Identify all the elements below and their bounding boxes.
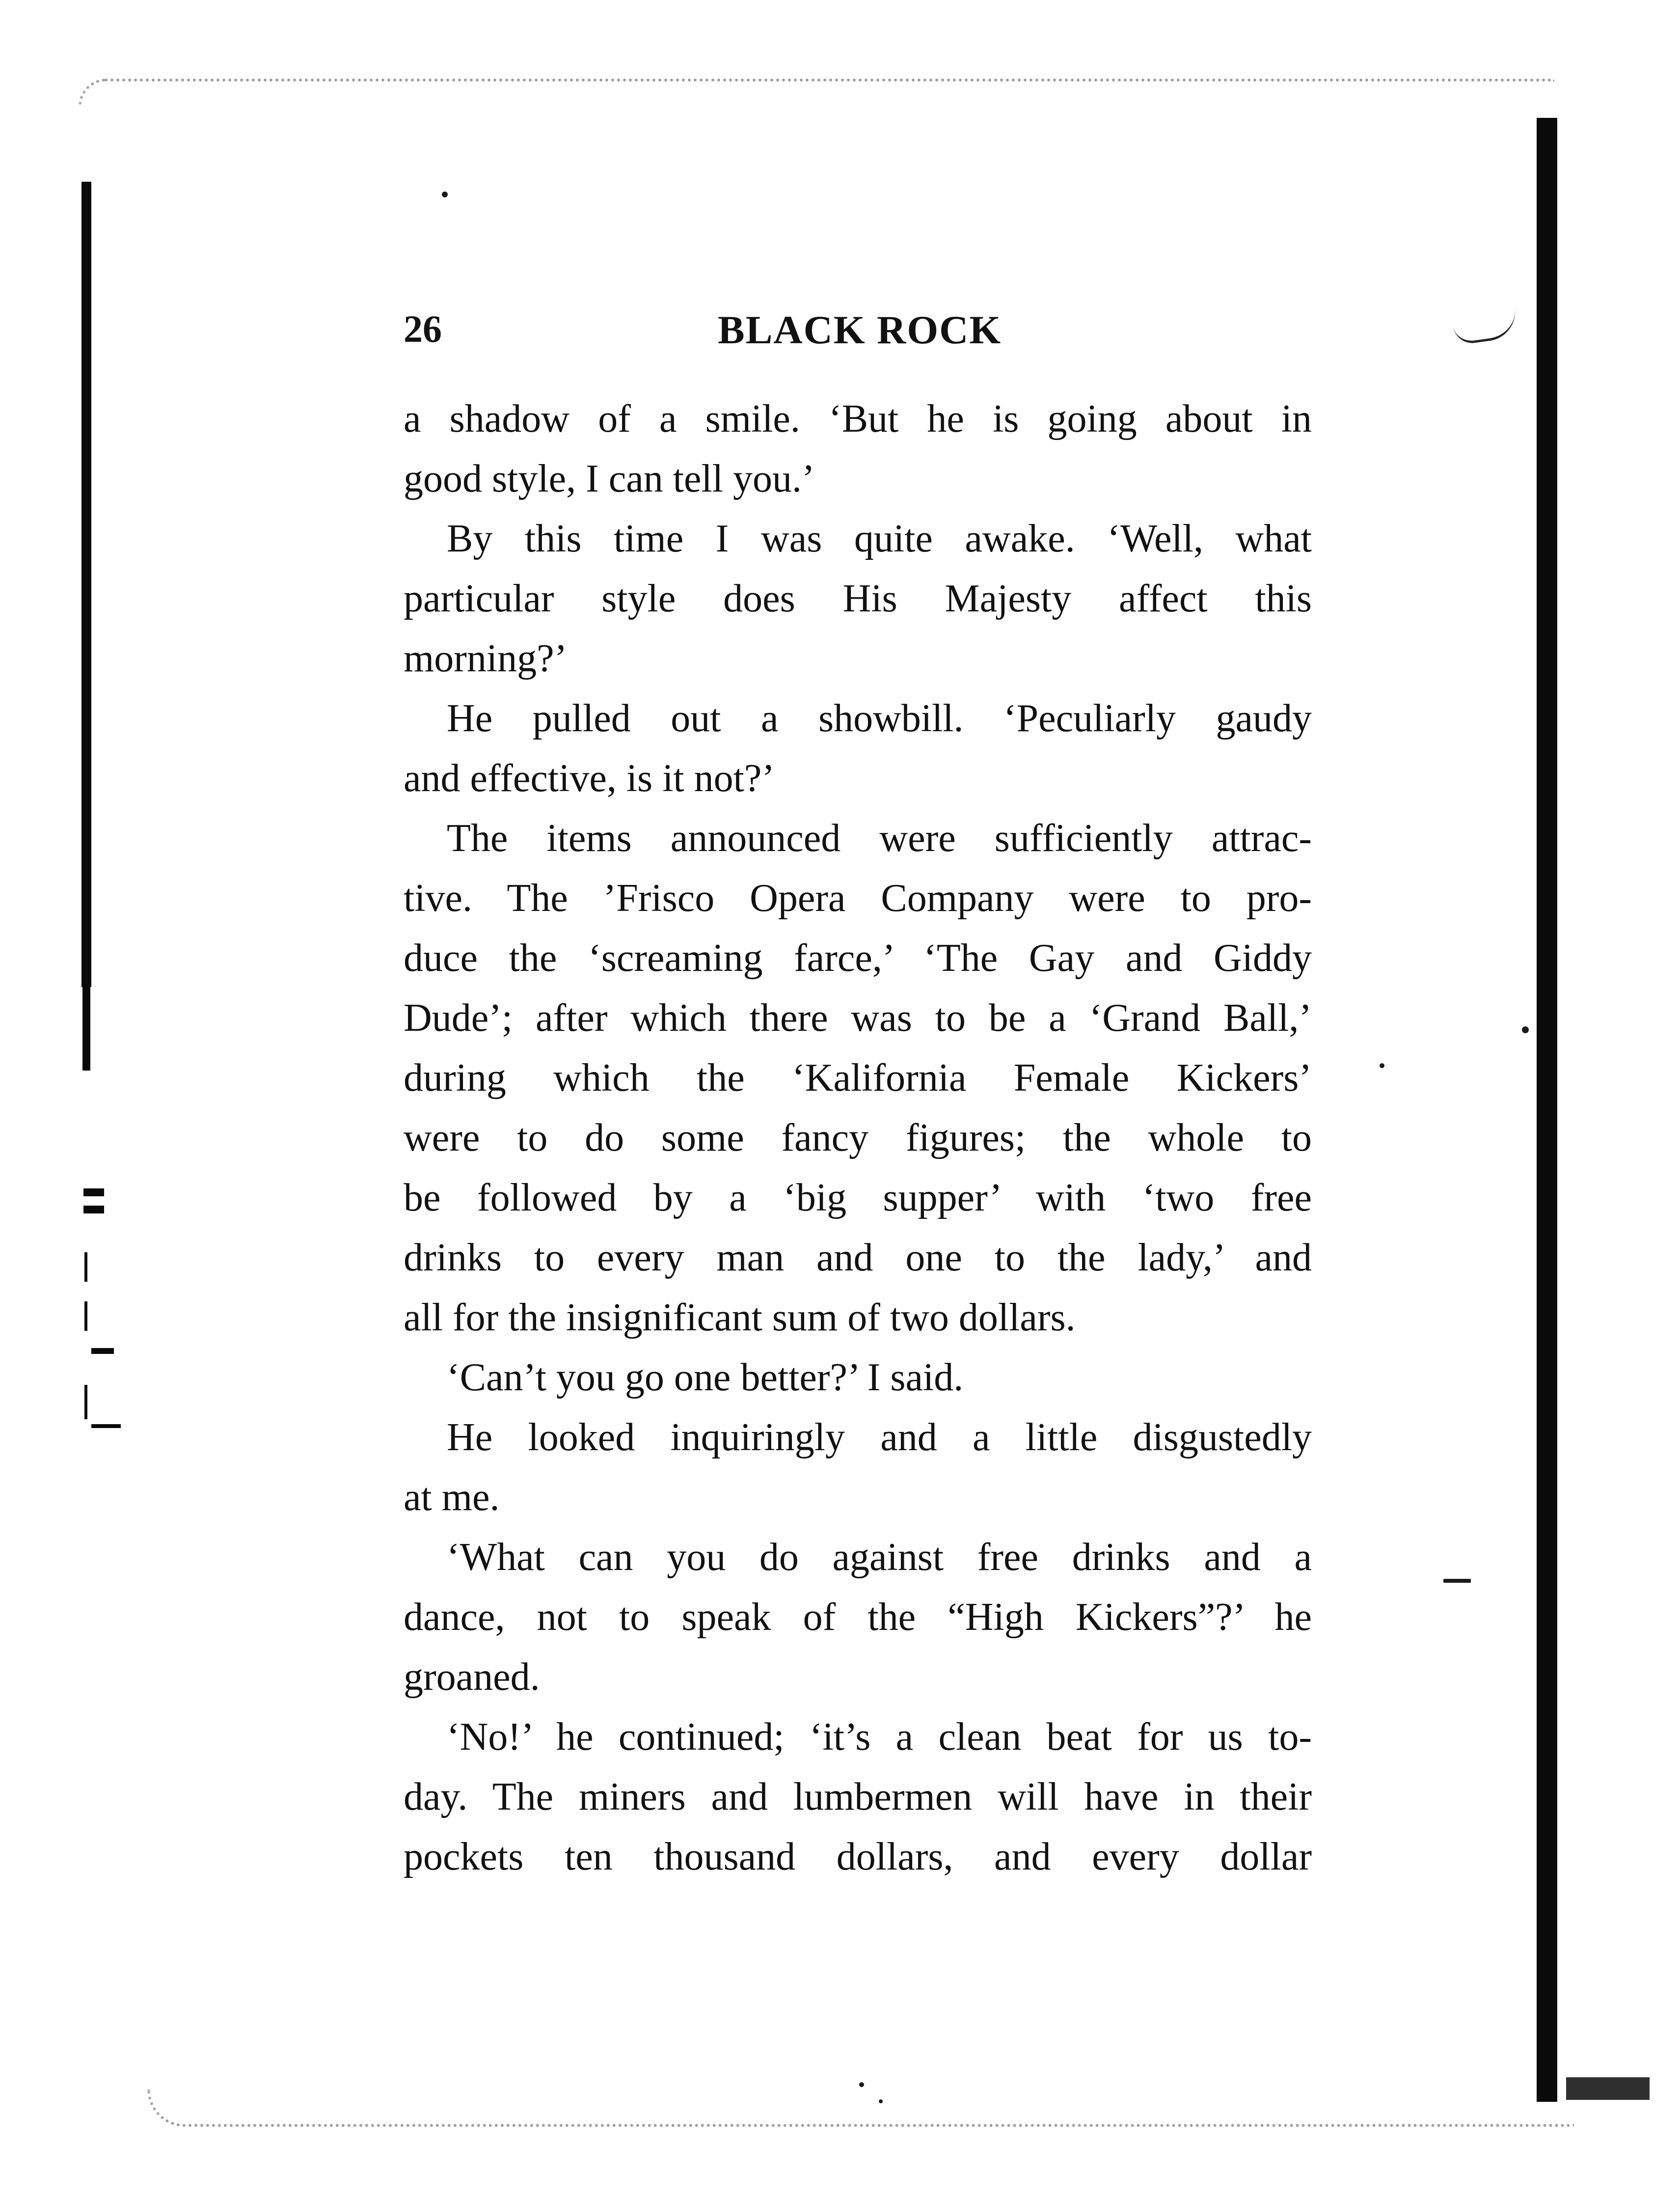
speck <box>1443 1579 1471 1583</box>
text-line: By this time I was quite awake. ‘Well, what <box>447 517 1312 560</box>
text-line: duce the ‘screaming farce,’ ‘The Gay and Giddy <box>404 936 1312 980</box>
page-header <box>404 307 1312 351</box>
text-line: were to do some fancy figures; the whole to <box>404 1116 1312 1159</box>
text-line: morning?’ <box>404 637 568 680</box>
text-line: groaned. <box>404 1655 540 1699</box>
text-line: tive. The ’Frisco Opera Company were to pro- <box>404 877 1312 920</box>
text-line: particular style does His Majesty affect this <box>404 577 1312 620</box>
binding-mark <box>82 987 90 1071</box>
speck <box>859 2082 864 2087</box>
binding-mark <box>83 1206 104 1213</box>
text-line: drinks to every man and one to the lady,’ and <box>404 1236 1312 1279</box>
running-head: BLACK ROCK <box>718 307 1002 352</box>
text-line: He pulled out a showbill. ‘Peculiarly gaudy <box>447 697 1312 740</box>
text-line: be followed by a ‘big supper’ with ‘two free <box>404 1176 1312 1219</box>
speck <box>879 2099 883 2103</box>
binding-mark <box>84 1385 87 1419</box>
text-line: pockets ten thousand dollars, and every dollar <box>404 1835 1312 1878</box>
pencil-mark <box>1451 305 1519 345</box>
text-line: ‘What can you do against free drinks and a <box>447 1536 1312 1579</box>
binding-mark <box>91 1424 121 1428</box>
binding-edge-right-foot <box>1566 2077 1650 2100</box>
speck <box>442 192 448 197</box>
binding-mark <box>83 1188 104 1196</box>
text-line: He looked inquiringly and a little disgustedly <box>447 1416 1312 1459</box>
binding-mark <box>84 1301 87 1331</box>
page-number: 26 <box>404 307 442 350</box>
text-line: ‘Can’t you go one better?’ I said. <box>447 1356 964 1399</box>
text-line: Dude’; after which there was to be a ‘Grand Ball,’ <box>404 996 1312 1040</box>
binding-mark <box>91 1348 114 1354</box>
speck <box>1380 1063 1384 1068</box>
text-line: and effective, is it not?’ <box>404 757 775 800</box>
text-line: at me. <box>404 1476 500 1519</box>
text-line: during which the ‘Kalifornia Female Kickers’ <box>404 1056 1312 1100</box>
binding-edge-right <box>1537 118 1557 2102</box>
text-line: good style, I can tell you.’ <box>404 457 815 500</box>
text-line: a shadow of a smile. ‘But he is going about in <box>404 397 1312 441</box>
page-edge-bottom <box>147 2090 1574 2127</box>
binding-edge-left <box>81 182 91 987</box>
text-line: day. The miners and lumbermen will have in their <box>404 1775 1312 1818</box>
page-edge-top <box>79 79 1554 106</box>
text-line: ‘No!’ he continued; ‘it’s a clean beat for us to- <box>447 1715 1312 1759</box>
text-line: all for the insignificant sum of two dollars. <box>404 1296 1076 1339</box>
body-text <box>404 389 1312 1887</box>
text-line: dance, not to speak of the “High Kickers”?’ he <box>404 1596 1312 1639</box>
binding-mark <box>84 1252 87 1282</box>
speck <box>1522 1026 1529 1033</box>
text-line: The items announced were sufficiently attrac- <box>447 817 1312 860</box>
